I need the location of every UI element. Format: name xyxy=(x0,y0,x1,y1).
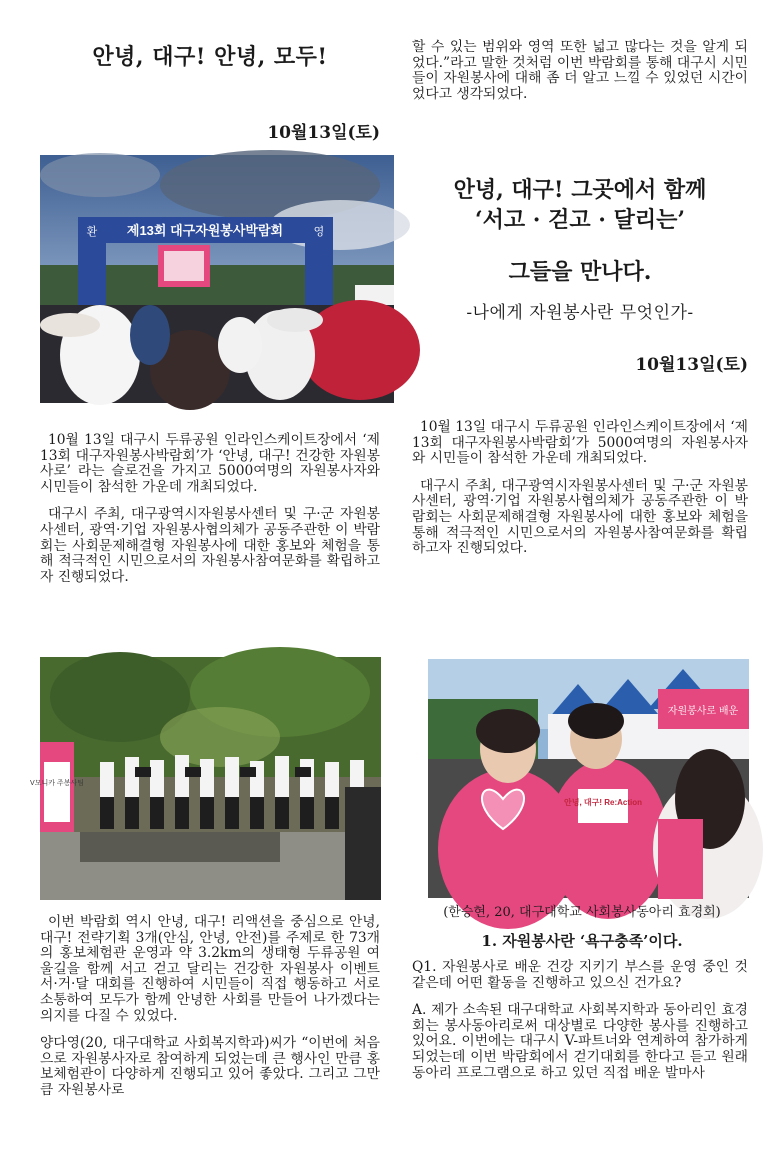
left-para-2: 대구시 주최, 대구광역시자원봉사센터 및 구·군 자원봉사센터, 광역·기업 자원봉사협의체가 공동주관한 이 박람회는 사회문제해결형 자원봉사에 대한 홍보와 체험을 통해 적극적인 시민으로서의 자원봉사참여문화를 확립하고자 진행되었다. xyxy=(40,506,380,585)
left-article-body-top xyxy=(40,433,380,597)
interview-body xyxy=(412,960,748,1093)
tent-banner-text: 자원봉사로 배운 xyxy=(667,706,739,717)
gate-left-text: 환 xyxy=(86,226,98,238)
photo-caption: (한승현, 20, 대구대학교 사회봉사동아리 효경회) xyxy=(443,905,721,920)
left-article-title: 안녕, 대구! 안녕, 모두! xyxy=(92,44,328,70)
left-article-date: 10월13일(토) xyxy=(267,123,380,143)
right-article-subtitle: -나에게 자원봉사란 무엇인가- xyxy=(466,303,694,323)
gate-banner-text: 제13회 대구자원봉사박람회 xyxy=(126,223,284,238)
interview-answer: A. 제가 소속된 대구대학교 사회복지학과 동아리인 효경회는 봉사동아리로써 대상별로 다양한 봉사를 진행하고 있어요. 이번에는 대구시 V-파트너와 연계하여 참가하게 되었는데 이번 박람회에서 걷기대회를 한다고 듣고 원래 동아리 프로그램으로 하고 있던 직접 배운 발마사 xyxy=(412,1002,748,1081)
section-heading: 1. 자원봉사란 ‘욕구충족’이다. xyxy=(481,932,683,950)
right-title-line-1: 안녕, 대구! 그곳에서 함께 xyxy=(453,177,707,203)
right-para-2: 대구시 주최, 대구광역시자원봉사센터 및 구·군 자원봉사센터, 광역·기업 자원봉사협의체가 공동주관한 이 박람회는 사회문제해결형 자원봉사에 대한 홍보와 체험을 통해 적극적인 시민으로서의 자원봉사참여문화를 확립하고자 진행되었다. xyxy=(412,477,748,557)
left-para-1: 10월 13일 대구시 두류공원 인라인스케이트장에서 ‘제 13회 대구자원봉사박람회’가 ‘안녕, 대구! 건강한 자원봉사로’ 라는 슬로건을 가지고 5000여명의 자원봉사자와 시민들이 참석한 가운데 개최되었다. xyxy=(40,432,380,495)
right-title-line-3: 그들을 만나다. xyxy=(508,259,652,285)
right-continued-text: 할 수 있는 범위와 영역 또한 넓고 많다는 것을 알게 되었다.”라고 말한 것처럼 이번 박람회를 통해 대구시 시민들이 자원봉사에 대해 좀 더 알고 느낄 수 있었던 시간이었다고 생각되었다. xyxy=(412,39,748,102)
right-para-1: 10월 13일 대구시 두류공원 인라인스케이트장에서 ‘제 13회 대구자원봉사박람회’가 5000여명의 자원봉사자와 시민들이 참석한 가운데 개최되었다. xyxy=(412,419,748,467)
gate-right-text: 영 xyxy=(313,226,325,238)
left-para-4: 양다영(20, 대구대학교 사회복지학과)씨가 “이번에 처음으로 자원봉사자로 참여하게 되었는데 큰 행사인 만큼 홍보체험관이 다양하게 진행되고 있어 좋았다. 그리고 그만큼 자원봉사로 xyxy=(40,1035,380,1098)
right-article-body xyxy=(412,420,748,569)
left-para-3: 이번 박람회 역시 안녕, 대구! 리액션을 중심으로 안녕, 대구! 전략기획 3개(안심, 안녕, 안전)를 주제로 한 73개의 홍보체험관 운영과 약 3.2km의 생태형 두류공원 여울길을 함께 서고 걷고 달리는 건강한 자원봉사 이벤트 서·거·달 대회를 진행하여 시민들이 직접 행동하고 서로 소통하여 모두가 함께 안녕한 사회를 만들어 나가겠다는 의지를 다질 수 있었다. xyxy=(40,914,380,1024)
photo-volunteer-interview xyxy=(428,659,749,898)
right-article-title-block xyxy=(410,175,750,323)
photo-choir-performance xyxy=(30,657,381,900)
right-article-date: 10월13일(토) xyxy=(635,355,748,375)
choir-sign-text: V모니카 주봉사팀 xyxy=(30,780,84,787)
shirt-text: 안녕, 대구! Re:Action xyxy=(563,798,643,807)
photo-expo-gate xyxy=(40,155,394,403)
right-title-line-2: ‘서고 · 걷고 · 달리는’ xyxy=(474,207,686,233)
left-article-body-bottom xyxy=(40,915,380,1111)
interview-question: Q1. 자원봉사로 배운 건강 지키기 부스를 운영 중인 것 같은데 어떤 활동을 진행하고 있으신 건가요? xyxy=(412,959,748,991)
